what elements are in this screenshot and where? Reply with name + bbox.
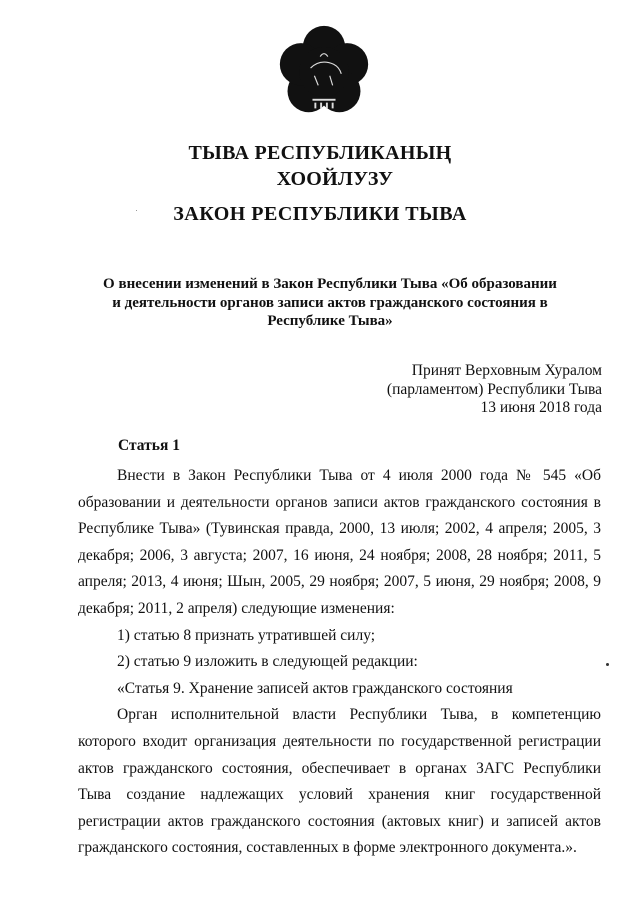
header-line-1: ТЫВА РЕСПУБЛИКАНЫҢ [188,142,452,164]
law-title-line-2: и деятельности органов записи актов гражданского состояния в [112,294,548,311]
tuvan-law-header [0,140,640,192]
paragraph-item-2: 2) статью 9 изложить в следующей редакции: [117,653,418,671]
scan-speck [136,210,137,211]
article-body [78,463,601,862]
adoption-line-1: Принят Верховным Хуралом [411,362,602,379]
law-title-line-3: Республике Тыва» [267,313,393,329]
header-line-2: ХООЙЛУЗУ [276,168,394,190]
adoption-date: 13 июня 2018 года [480,399,602,416]
law-title [100,275,560,331]
adoption-line-2: (парламентом) Республики Тыва [386,380,602,398]
adoption-note [387,362,602,418]
paragraph-article-9-title: «Статья 9. Хранение записей актов гражданского состояния [117,679,513,697]
coat-of-arms-icon [276,22,372,118]
scan-speck [606,663,609,666]
law-heading: ЗАКОН РЕСПУБЛИКИ ТЫВА [173,203,467,225]
paragraph-article-9-body: Орган исполнительной власти Республики Тыва, в компетенцию которого входит организация деятельности по государственной регистрации актов гражданского состояния, обеспечивает в органах ЗАГС Республики Тыва создание надлежащих условий хранения книг государственной регистрации актов гражданского состояния (актовых книг) и записей актов гражданского состояния, составленных в форме электронного документа.». [78,706,601,857]
paragraph-item-1: 1) статью 8 признать утратившей силу; [117,626,376,644]
law-title-line-1: О внесении изменений в Закон Республики Тыва «Об образовании [103,276,557,292]
paragraph-amendment-intro: Внести в Закон Республики Тыва от 4 июля 2000 года № 545 «Об образовании и деятельности органов записи актов гражданского состояния в Республике Тыва» (Тувинская правда, 2000, 13 июля; 2002, 4 апреля; 2005, 3 декабря; 2006, 3 августа; 2007, 16 июня, 24 ноября; 2008, 28 ноября; 2011, 5 апреля; 2013, 4 июня; Шын, 2005, 29 ноября; 2007, 5 июня, 29 ноября; 2008, 9 декабря; 2011, 2 апреля) следующие изменения: [78,467,601,617]
article-heading: Статья 1 [118,437,180,454]
